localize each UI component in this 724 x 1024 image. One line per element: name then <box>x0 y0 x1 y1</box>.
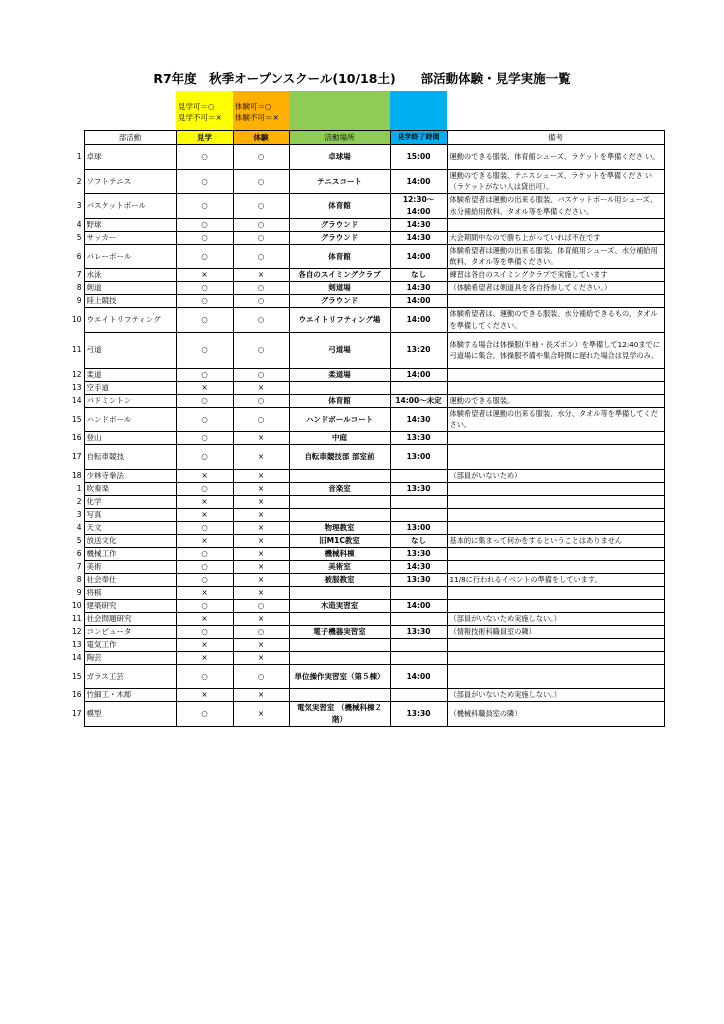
row-number: 5 <box>76 535 82 545</box>
table-row <box>70 521 664 534</box>
table-row <box>70 332 664 368</box>
end-time: 13:30 <box>390 432 447 445</box>
kengaku-mark: ○ <box>176 295 233 308</box>
kengaku-mark: ○ <box>176 169 233 194</box>
club-name: ガラス工芸 <box>84 664 176 689</box>
taiken-mark: ○ <box>233 625 289 638</box>
kengaku-mark: ○ <box>176 244 233 269</box>
club-name: バドミントン <box>84 394 176 407</box>
club-name: 自転車競技 <box>84 445 176 470</box>
note <box>447 508 664 521</box>
taiken-mark: × <box>233 495 289 508</box>
note: （情報技術科職員室の隣） <box>447 625 664 638</box>
end-time <box>390 469 447 482</box>
note <box>447 381 664 394</box>
legend-kengaku-ok: 見学可＝○ <box>178 102 215 111</box>
note <box>447 638 664 651</box>
taiken-mark: ○ <box>233 368 289 381</box>
note: （部員がいないため実施しない。） <box>447 612 664 625</box>
row-number: 15 <box>71 414 82 424</box>
kengaku-mark: ○ <box>176 625 233 638</box>
kengaku-mark: × <box>176 534 233 547</box>
end-time: 14:30 <box>390 218 447 231</box>
table-row <box>70 381 664 394</box>
kengaku-mark: ○ <box>176 308 233 333</box>
place <box>289 469 390 482</box>
kengaku-mark: ○ <box>176 560 233 573</box>
row-number: 17 <box>71 709 82 718</box>
note: 大会期間中なので勝ち上がっていれば不在です <box>447 231 664 244</box>
kengaku-mark: × <box>176 508 233 521</box>
end-time: 14:00 <box>390 308 447 333</box>
kengaku-mark: ○ <box>176 664 233 689</box>
note: （機械科職員室の隣） <box>447 702 664 727</box>
taiken-mark: × <box>233 469 289 482</box>
taiken-mark: × <box>233 445 289 470</box>
table-row <box>70 145 664 170</box>
table-row <box>70 469 664 482</box>
table-row <box>70 702 664 727</box>
note <box>447 547 664 560</box>
taiken-mark: ○ <box>233 169 289 194</box>
header-number <box>70 131 84 145</box>
place: 音楽室 <box>289 482 390 495</box>
place: ハンドボールコート <box>289 407 390 432</box>
table-row <box>70 689 664 702</box>
club-name: 模型 <box>84 702 176 727</box>
kengaku-mark: × <box>176 651 233 664</box>
row-number: 18 <box>71 470 82 480</box>
end-time <box>390 689 447 702</box>
table-row <box>70 482 664 495</box>
end-time: 14:00 <box>390 664 447 689</box>
end-time: 14:00 <box>390 295 447 308</box>
end-time <box>390 612 447 625</box>
kengaku-mark: ○ <box>176 394 233 407</box>
row-number: 16 <box>71 433 82 443</box>
taiken-mark: ○ <box>233 664 289 689</box>
end-time: 15:00 <box>390 145 447 170</box>
place: ウエイトリフティング場 <box>289 308 390 333</box>
taiken-mark: × <box>233 547 289 560</box>
taiken-mark: ○ <box>233 599 289 612</box>
table-row <box>70 169 664 194</box>
row-number: 9 <box>76 587 82 597</box>
club-name: コンピュータ <box>84 625 176 638</box>
taiken-mark: × <box>233 534 289 547</box>
row-number: 3 <box>76 201 82 210</box>
place <box>289 612 390 625</box>
end-time: 14:30 <box>390 282 447 295</box>
place <box>289 586 390 599</box>
end-time: 13:30 <box>390 625 447 638</box>
taiken-mark: ○ <box>233 244 289 269</box>
club-name: 柔道 <box>84 368 176 381</box>
kengaku-mark: ○ <box>176 332 233 368</box>
table-row <box>70 664 664 689</box>
table-row <box>70 308 664 333</box>
club-name: 化学 <box>84 495 176 508</box>
taiken-mark: ○ <box>233 231 289 244</box>
header-kengaku: 見学 <box>176 131 233 145</box>
row-number: 2 <box>76 496 82 506</box>
note: （部員がいないため） <box>447 469 664 482</box>
end-time: なし <box>390 269 447 282</box>
end-time: 13:00 <box>390 445 447 470</box>
club-table <box>70 130 665 727</box>
table-row <box>70 218 664 231</box>
note <box>447 586 664 599</box>
kengaku-mark: × <box>176 495 233 508</box>
place: グラウンド <box>289 218 390 231</box>
kengaku-mark: × <box>176 269 233 282</box>
club-name: 空手道 <box>84 381 176 394</box>
place: 美術室 <box>289 560 390 573</box>
club-name: 少林寺拳法 <box>84 469 176 482</box>
table-row <box>70 368 664 381</box>
end-time <box>390 508 447 521</box>
note: 基本的に集まって何かをするということはありません <box>447 534 664 547</box>
row-number: 7 <box>76 270 82 280</box>
kengaku-mark: × <box>176 469 233 482</box>
end-time <box>390 495 447 508</box>
place: 電気実習室 （機械科棟２階） <box>289 702 390 727</box>
row-number: 12 <box>71 369 82 379</box>
place: 中庭 <box>289 432 390 445</box>
row-number: 1 <box>76 152 82 161</box>
end-time <box>390 638 447 651</box>
place: 体育館 <box>289 244 390 269</box>
table-row <box>70 625 664 638</box>
club-name: 登山 <box>84 432 176 445</box>
note: 体験する場合は体操服(半袖・長ズボン）を準備して12:40までに弓道場に集合。体操服不備や集合時間に遅れた場合は見学のみ。 <box>447 332 664 368</box>
legend-place-color <box>289 91 390 130</box>
kengaku-mark: ○ <box>176 521 233 534</box>
row-number: 11 <box>71 613 82 623</box>
club-name: 水泳 <box>84 269 176 282</box>
kengaku-mark: ○ <box>176 282 233 295</box>
row-number: 3 <box>76 509 82 519</box>
end-time: 13:30 <box>390 547 447 560</box>
kengaku-mark: ○ <box>176 599 233 612</box>
row-number: 6 <box>76 548 82 558</box>
club-name: ウエイトリフティング <box>84 308 176 333</box>
end-time: 14:30 <box>390 407 447 432</box>
kengaku-mark: ○ <box>176 573 233 586</box>
row-number: 16 <box>71 690 82 700</box>
table-row <box>70 244 664 269</box>
legend-taiken-ng: 体験不可＝× <box>235 113 279 122</box>
row-number: 17 <box>71 452 82 461</box>
table-row <box>70 495 664 508</box>
table-row <box>70 508 664 521</box>
table-row <box>70 534 664 547</box>
taiken-mark: × <box>233 560 289 573</box>
table-row <box>70 560 664 573</box>
table-row <box>70 651 664 664</box>
club-name: 将棋 <box>84 586 176 599</box>
note: （体験希望者は剣道具を各自持参してください。） <box>447 282 664 295</box>
end-time: 14:00～未定 <box>390 394 447 407</box>
table-row <box>70 432 664 445</box>
legend-taiken-ok: 体験可＝○ <box>235 102 272 111</box>
kengaku-mark: ○ <box>176 547 233 560</box>
kengaku-mark: ○ <box>176 407 233 432</box>
club-name: 野球 <box>84 218 176 231</box>
end-time <box>390 381 447 394</box>
taiken-mark: × <box>233 586 289 599</box>
taiken-mark: × <box>233 432 289 445</box>
place: 自転車競技部 部室前 <box>289 445 390 470</box>
row-number: 4 <box>76 219 82 229</box>
place: 機械科棟 <box>289 547 390 560</box>
place: 剣道場 <box>289 282 390 295</box>
place: 弓道場 <box>289 332 390 368</box>
row-number: 13 <box>71 639 82 649</box>
taiken-mark: ○ <box>233 218 289 231</box>
club-name: 吹奏楽 <box>84 482 176 495</box>
row-number: 12 <box>71 626 82 636</box>
table-row <box>70 194 664 219</box>
note <box>447 368 664 381</box>
kengaku-mark: ○ <box>176 368 233 381</box>
taiken-mark: ○ <box>233 394 289 407</box>
kengaku-mark: × <box>176 612 233 625</box>
kengaku-mark: ○ <box>176 194 233 219</box>
row-number: 13 <box>71 382 82 392</box>
taiken-mark: × <box>233 508 289 521</box>
end-time: 14:30 <box>390 560 447 573</box>
club-name: 社会奉仕 <box>84 573 176 586</box>
note: 運動のできる服装、体育館シューズ、ラケットを準備くださ い。 <box>447 145 664 170</box>
note <box>447 664 664 689</box>
row-number: 10 <box>71 315 82 324</box>
end-time: 13:30 <box>390 482 447 495</box>
header-place: 活動場所 <box>289 131 390 145</box>
taiken-mark: ○ <box>233 407 289 432</box>
taiken-mark: × <box>233 573 289 586</box>
note: （部員がいないため実施しない。） <box>447 689 664 702</box>
end-time: 13:00 <box>390 521 447 534</box>
header-end-time: 見学終了時間 <box>390 131 447 145</box>
note: 体験希望者は運動の出来る服装、バスケットボール用シューズ、水分補給用飲料、タオル等を準備ください。 <box>447 194 664 219</box>
end-time: 12:30～14:00 <box>390 194 447 219</box>
end-time <box>390 586 447 599</box>
note <box>447 560 664 573</box>
club-name: 写真 <box>84 508 176 521</box>
note <box>447 482 664 495</box>
place: 各自のスイミングクラブ <box>289 269 390 282</box>
page-title: R7年度 秋季オープンスクール(10/18土) 部活動体験・見学実施一覧 <box>153 71 571 86</box>
row-number: 6 <box>76 251 82 261</box>
note: 体験希望者は、運動のできる服装、水分補給できるもの、タオルを準備してください。 <box>447 308 664 333</box>
kengaku-mark: × <box>176 638 233 651</box>
place <box>289 651 390 664</box>
table-body <box>70 145 664 727</box>
place <box>289 381 390 394</box>
place: 卓球場 <box>289 145 390 170</box>
taiken-mark: × <box>233 521 289 534</box>
place <box>289 508 390 521</box>
table-header-row <box>70 131 664 145</box>
row-number: 4 <box>76 522 82 532</box>
header-taiken: 体験 <box>233 131 289 145</box>
kengaku-mark: × <box>176 689 233 702</box>
taiken-mark: × <box>233 612 289 625</box>
row-number: 2 <box>76 176 82 186</box>
note <box>447 521 664 534</box>
table-row <box>70 547 664 560</box>
club-name: 放送文化 <box>84 534 176 547</box>
club-name: ハンドボール <box>84 407 176 432</box>
taiken-mark: ○ <box>233 308 289 333</box>
row-number: 8 <box>76 283 82 293</box>
place: 体育館 <box>289 394 390 407</box>
taiken-mark: × <box>233 651 289 664</box>
note: 体験希望者は運動の出来る服装、水分、タオル等を準備してください。 <box>447 407 664 432</box>
taiken-mark: × <box>233 702 289 727</box>
row-number: 14 <box>71 652 82 662</box>
club-name: 機械工作 <box>84 547 176 560</box>
place: 被服教室 <box>289 573 390 586</box>
note <box>447 432 664 445</box>
club-name: 天文 <box>84 521 176 534</box>
club-name: 卓球 <box>84 145 176 170</box>
taiken-mark: ○ <box>233 282 289 295</box>
place: グラウンド <box>289 231 390 244</box>
club-name: 建築研究 <box>84 599 176 612</box>
row-number: 11 <box>71 345 82 355</box>
place <box>289 495 390 508</box>
club-name: バスケットボール <box>84 194 176 219</box>
place <box>289 638 390 651</box>
note <box>447 495 664 508</box>
table-row <box>70 282 664 295</box>
club-name: サッカー <box>84 231 176 244</box>
note <box>447 295 664 308</box>
table-row <box>70 394 664 407</box>
row-number: 14 <box>71 395 82 405</box>
end-time: 14:00 <box>390 169 447 194</box>
note <box>447 445 664 470</box>
note: 体験希望者は運動の出来る服装、体育館用シューズ、水分補給用飲料、タオル等を準備ください。 <box>447 244 664 269</box>
note: 運動のできる服装、テニスシューズ、ラケットを準備くださ い（ラケットがない人は貸出可）。 <box>447 169 664 194</box>
table-row <box>70 573 664 586</box>
end-time: 13:30 <box>390 573 447 586</box>
row-number: 9 <box>76 296 82 306</box>
taiken-mark: × <box>233 482 289 495</box>
kengaku-mark: × <box>176 381 233 394</box>
place <box>289 689 390 702</box>
kengaku-mark: ○ <box>176 145 233 170</box>
kengaku-mark: × <box>176 586 233 599</box>
end-time: 14:30 <box>390 231 447 244</box>
taiken-mark: × <box>233 689 289 702</box>
club-name: 美術 <box>84 560 176 573</box>
end-time: 14:00 <box>390 368 447 381</box>
header-club: 部活動 <box>84 131 176 145</box>
row-number: 15 <box>71 671 82 681</box>
table-row <box>70 586 664 599</box>
taiken-mark: × <box>233 638 289 651</box>
kengaku-mark: ○ <box>176 445 233 470</box>
place: 柔道場 <box>289 368 390 381</box>
legend-kengaku <box>176 91 233 130</box>
legend-taiken <box>233 91 289 130</box>
end-time: 14:00 <box>390 244 447 269</box>
club-name: 竹細工・木彫 <box>84 689 176 702</box>
club-name: 陸上競技 <box>84 295 176 308</box>
legend-time-color <box>390 91 447 130</box>
place: テニスコート <box>289 169 390 194</box>
note <box>447 599 664 612</box>
taiken-mark: ○ <box>233 295 289 308</box>
end-time: 13:30 <box>390 702 447 727</box>
note: 運動のできる服装。 <box>447 394 664 407</box>
place: 木造実習室 <box>289 599 390 612</box>
note <box>447 651 664 664</box>
legend-kengaku-ng: 見学不可＝× <box>178 113 222 122</box>
table-row <box>70 407 664 432</box>
place: グラウンド <box>289 295 390 308</box>
end-time: なし <box>390 534 447 547</box>
place: 物理教室 <box>289 521 390 534</box>
kengaku-mark: ○ <box>176 432 233 445</box>
table-row <box>70 269 664 282</box>
kengaku-mark: ○ <box>176 702 233 727</box>
note <box>447 218 664 231</box>
table-row <box>70 612 664 625</box>
club-name: 剣道 <box>84 282 176 295</box>
table-row <box>70 638 664 651</box>
taiken-mark: ○ <box>233 332 289 368</box>
row-number: 10 <box>71 600 82 610</box>
table-row <box>70 295 664 308</box>
club-name: 社会問題研究 <box>84 612 176 625</box>
table-row <box>70 231 664 244</box>
end-time: 14:00 <box>390 599 447 612</box>
club-name: 陶芸 <box>84 651 176 664</box>
club-name: ソフトテニス <box>84 169 176 194</box>
end-time <box>390 651 447 664</box>
place: 体育館 <box>289 194 390 219</box>
table-row <box>70 445 664 470</box>
club-name: 電気工作 <box>84 638 176 651</box>
row-number: 1 <box>76 483 82 493</box>
taiken-mark: × <box>233 381 289 394</box>
row-number: 5 <box>76 232 82 242</box>
place: 旧M1C教室 <box>289 534 390 547</box>
note: 11/8に行われるイベントの準備をしています。 <box>447 573 664 586</box>
row-number: 8 <box>76 574 82 584</box>
table-row <box>70 599 664 612</box>
row-number: 7 <box>76 561 82 571</box>
place: 単位操作実習室（第５棟） <box>289 664 390 689</box>
club-name: バレーボール <box>84 244 176 269</box>
header-note: 備考 <box>447 131 664 145</box>
note: 練習は各自のスイミングクラブで実施しています <box>447 269 664 282</box>
kengaku-mark: ○ <box>176 482 233 495</box>
taiken-mark: ○ <box>233 145 289 170</box>
kengaku-mark: ○ <box>176 231 233 244</box>
taiken-mark: × <box>233 269 289 282</box>
club-name: 弓道 <box>84 332 176 368</box>
end-time: 13:20 <box>390 332 447 368</box>
taiken-mark: ○ <box>233 194 289 219</box>
kengaku-mark: ○ <box>176 218 233 231</box>
place: 電子機器実習室 <box>289 625 390 638</box>
